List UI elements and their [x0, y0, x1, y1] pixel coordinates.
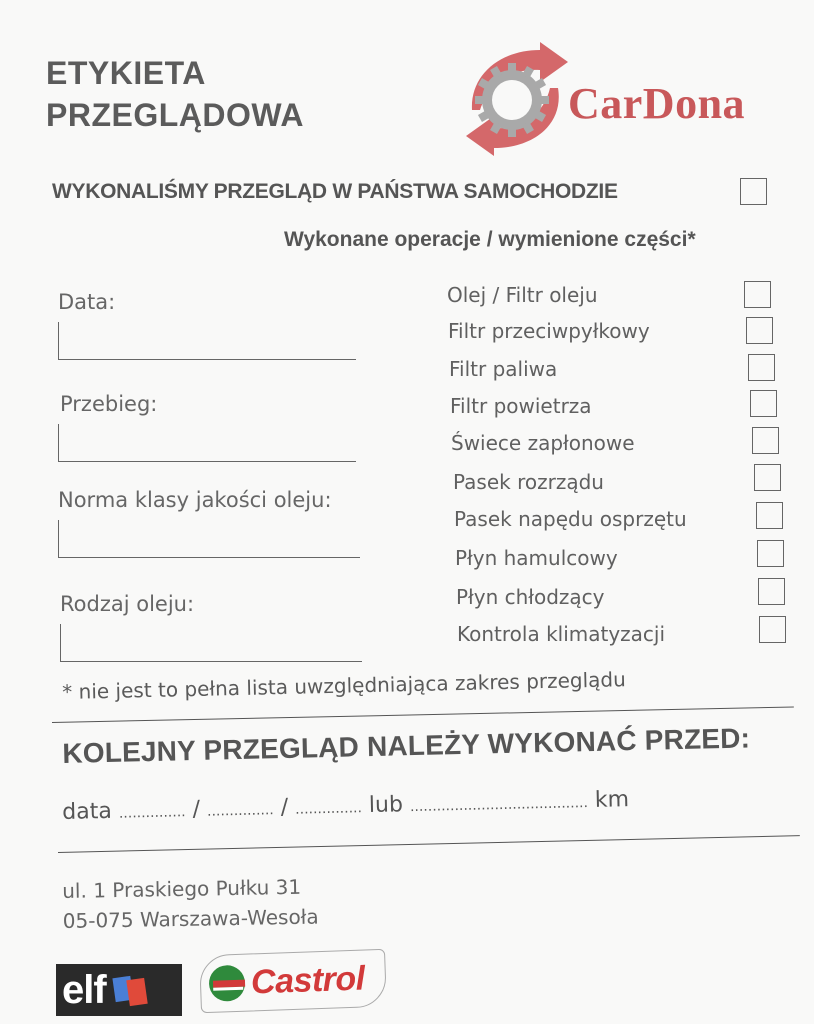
- op-spark-plugs: Świece zapłonowe: [451, 431, 635, 455]
- date-separator: /: [192, 796, 201, 823]
- next-date-label: data: [62, 798, 113, 825]
- divider: [58, 835, 800, 853]
- elf-flag-icon: [112, 971, 150, 1009]
- brand-name: CarDona: [568, 79, 746, 128]
- label-title: [46, 52, 304, 136]
- date-field[interactable]: [58, 322, 356, 360]
- op-coolant: Płyn chłodzący: [456, 585, 605, 609]
- address-line-1: ul. 1 Praskiego Pułku 31: [62, 874, 302, 903]
- op-cabin-filter: Filtr przeciwpyłkowy: [448, 319, 650, 343]
- op-timing-belt-checkbox[interactable]: [754, 464, 781, 491]
- next-day-field[interactable]: ...............: [118, 804, 186, 822]
- op-brake-fluid-checkbox[interactable]: [757, 540, 784, 567]
- address-line-2: 05-075 Warszawa-Wesoła: [62, 904, 319, 933]
- title-line-1: ETYKIETA: [46, 55, 206, 91]
- service-done-label: WYKONALIŚMY PRZEGLĄD W PAŃSTWA SAMOCHODZIE: [52, 180, 618, 203]
- next-month-field[interactable]: ...............: [206, 802, 274, 820]
- km-unit: km: [594, 787, 630, 813]
- date-separator: /: [280, 794, 289, 821]
- mileage-field[interactable]: [58, 424, 356, 462]
- op-air-conditioning-checkbox[interactable]: [759, 616, 786, 643]
- op-air-conditioning: Kontrola klimatyzacji: [457, 622, 666, 646]
- op-fuel-filter-checkbox[interactable]: [748, 354, 775, 381]
- op-air-filter-checkbox[interactable]: [750, 390, 777, 417]
- title-line-2: PRZEGLĄDOWA: [46, 97, 304, 133]
- op-timing-belt: Pasek rozrządu: [453, 470, 604, 494]
- elf-logo: [56, 964, 182, 1016]
- op-brake-fluid: Płyn hamulcowy: [455, 546, 618, 570]
- or-label: lub: [368, 792, 404, 819]
- date-label: Data:: [58, 290, 116, 314]
- next-year-field[interactable]: ...............: [295, 800, 363, 818]
- service-done-checkbox[interactable]: [740, 178, 767, 205]
- castrol-emblem-icon: [206, 963, 247, 1004]
- op-oil-filter-checkbox[interactable]: [744, 281, 771, 308]
- next-km-field[interactable]: ........................................: [409, 795, 589, 816]
- oil-quality-field[interactable]: [58, 520, 360, 558]
- op-spark-plugs-checkbox[interactable]: [752, 427, 779, 454]
- op-fuel-filter: Filtr paliwa: [449, 357, 558, 381]
- mileage-label: Przebieg:: [60, 392, 158, 416]
- op-air-filter: Filtr powietrza: [450, 394, 592, 418]
- next-service-line: [62, 787, 629, 825]
- footnote: * nie jest to pełna lista uwzględniająca zakres przeglądu: [62, 667, 627, 704]
- next-service-title: KOLEJNY PRZEGLĄD NALEŻY WYKONAĆ PRZED:: [62, 722, 751, 769]
- elf-logo-text: elf: [62, 967, 106, 1012]
- op-coolant-checkbox[interactable]: [758, 578, 785, 605]
- oil-quality-label: Norma klasy jakości oleju:: [58, 488, 332, 512]
- op-accessory-belt: Pasek napędu osprzętu: [454, 507, 687, 531]
- castrol-logo-text: Castrol: [250, 959, 366, 1001]
- address: [62, 872, 319, 936]
- castrol-logo: [199, 949, 387, 1013]
- op-cabin-filter-checkbox[interactable]: [746, 317, 773, 344]
- operations-title: Wykonane operacje / wymienione części*: [284, 228, 696, 251]
- divider: [52, 706, 794, 723]
- oil-type-label: Rodzaj oleju:: [60, 592, 195, 616]
- op-accessory-belt-checkbox[interactable]: [756, 502, 783, 529]
- op-oil-filter: Olej / Filtr oleju: [447, 283, 598, 307]
- oil-type-field[interactable]: [60, 624, 362, 662]
